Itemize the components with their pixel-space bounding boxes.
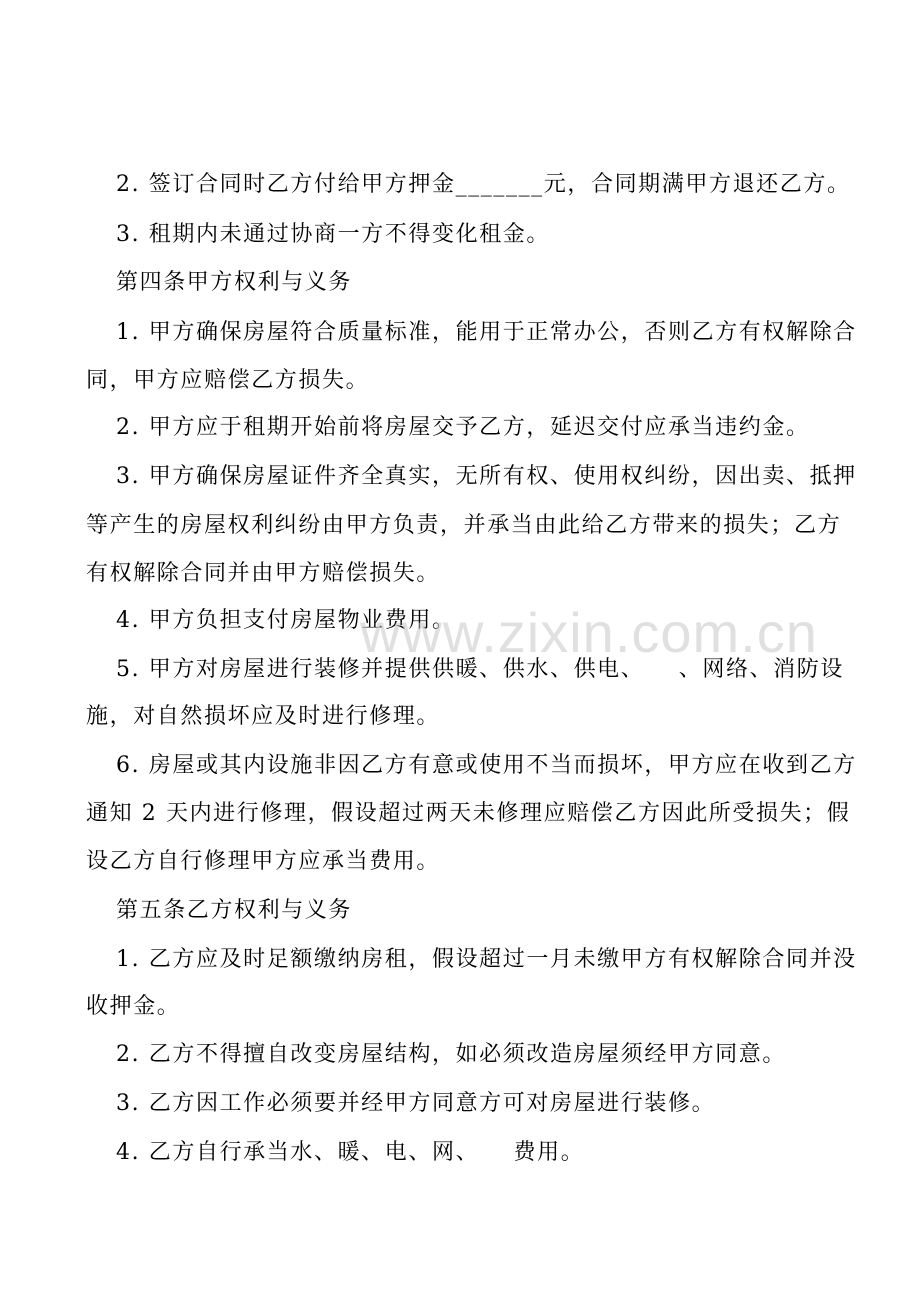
article-5-item-3-line-1: 3. 乙方因工作必须要并经甲方同意方可对房屋进行装修。 — [116, 1091, 716, 1116]
article-4-item-6-line-1: 6. 房屋或其内设施非因乙方有意或使用不当而损坏，甲方应在收到乙方 — [116, 753, 857, 778]
article-5-item-1-line-1: 1. 乙方应及时足额缴纳房租，假设超过一月未缴甲方有权解除合同并没 — [116, 947, 857, 972]
article-5-item-4-line-1: 4. 乙方自行承当水、暖、电、网、 费用。 — [116, 1140, 585, 1165]
article-4-heading: 第四条甲方权利与义务 — [116, 270, 353, 295]
article-4-item-2-line-1: 2. 甲方应于租期开始前将房屋交予乙方，延迟交付应承当违约金。 — [116, 415, 810, 440]
paragraph-deposit-line-1: 2. 签订合同时乙方付给甲方押金_______元，合同期满甲方退还乙方。 — [116, 172, 851, 197]
article-5-item-2-line-1: 2. 乙方不得擅自改变房屋结构，如必须改造房屋须经甲方同意。 — [116, 1042, 786, 1067]
watermark: www.zixin.com.cn — [360, 601, 818, 664]
article-4-item-4-line-1: 4. 甲方负担支付房屋物业费用。 — [116, 608, 456, 633]
article-4-item-3-line-2: 等产生的房屋权利纠纷由甲方负责，并承当由此给乙方带来的损失；乙方 — [86, 513, 842, 538]
article-4-item-3-line-3: 有权解除合同并由甲方赔偿损失。 — [86, 561, 441, 586]
article-5-item-1-line-2: 收押金。 — [86, 994, 181, 1019]
article-4-item-5-line-1: 5. 甲方对房屋进行装修并提供供暖、供水、供电、 、网络、消防设 — [116, 657, 844, 682]
article-4-item-1-line-1: 1. 甲方确保房屋符合质量标准，能用于正常办公，否则乙方有权解除合 — [116, 320, 857, 345]
article-4-item-6-line-3: 设乙方自行修理甲方应承当费用。 — [86, 849, 441, 874]
article-4-item-1-line-2: 同，甲方应赔偿乙方损失。 — [86, 368, 370, 393]
paragraph-rent-change-line-1: 3. 租期内未通过协商一方不得变化租金。 — [116, 222, 550, 247]
article-5-heading: 第五条乙方权利与义务 — [116, 898, 353, 923]
article-4-item-5-line-2: 施，对自然损坏应及时进行修理。 — [86, 704, 441, 729]
article-4-item-6-line-2: 通知 2 天内进行修理，假设超过两天未修理应赔偿乙方因此所受损失；假 — [86, 801, 851, 826]
article-4-item-3-line-1: 3. 甲方确保房屋证件齐全真实，无所有权、使用权纠纷，因出卖、抵押 — [116, 464, 857, 489]
